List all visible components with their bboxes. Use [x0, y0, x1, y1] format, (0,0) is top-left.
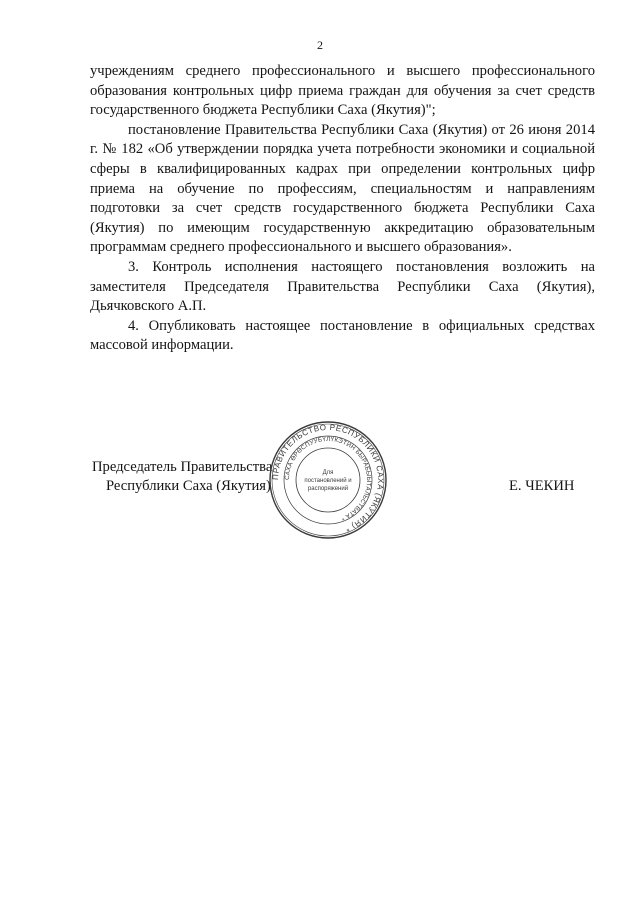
paragraph-item-3: 3. Контроль исполнения настоящего постановления возложить на заместителя Председателя Правительства Республики Саха (Якутия), Дьячковского А.П. — [90, 258, 595, 315]
signatory-name: Е. ЧЕКИН — [509, 478, 575, 494]
document-body — [90, 62, 595, 356]
seal-center-text-line3: распоряжений — [307, 486, 349, 492]
paragraph-continuation: учреждениям среднего профессионального и высшего профессионального образования контрольных цифр приема граждан для обучения за счет средств государственного бюджета Республики Саха (Якутия)"; — [90, 63, 595, 119]
paragraph-resolution-reference: постановление Правительства Республики Саха (Якутия) от 26 июня 2014 г. № 182 «Об утверждении порядка учета потребности экономики и социальной сферы в квалифицированных кадрах при определении контрольных цифр приема на обучение по профессиям, специальностям и направлениям подготовки за счет средств государственного бюджета Республики Саха (Якутия) по имеющим государственную аккредитацию образовательным программам среднего профессионального и высшего образования». — [90, 121, 595, 256]
paragraph-item-4: 4. Опубликовать настоящее постановление в официальных средствах массовой информации. — [90, 317, 595, 354]
seal-inner-text: САХА ӨРӨСПУУБҮЛҮКЭТИН БЫРАБЫЫТАЛЬСТВАТА * — [283, 435, 373, 522]
seal-center-text-line1: Для — [322, 470, 334, 476]
signature-position — [92, 458, 272, 496]
seal-center-text-line2: постановлений и — [304, 478, 352, 484]
official-seal-stamp — [268, 420, 388, 540]
page-number: 2 — [317, 38, 323, 52]
signature-position-line2: Республики Саха (Якутия) — [106, 478, 271, 494]
seal-outer-text: ПРАВИТЕЛЬСТВО РЕСПУБЛИКИ САХА (ЯКУТИЯ) * — [270, 422, 386, 534]
signature-position-line1: Председатель Правительства — [92, 459, 273, 475]
